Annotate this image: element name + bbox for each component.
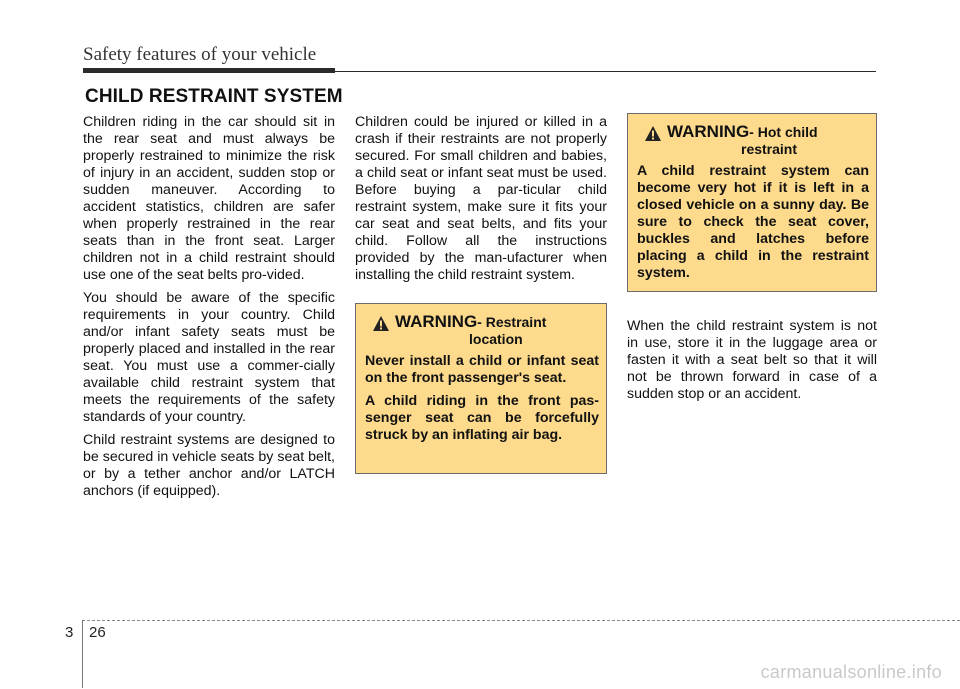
header-title: Safety features of your vehicle [83, 44, 317, 65]
paragraph: Children riding in the car should sit in the rear seat and must always be properly restrained to minimize the risk of injury in an accident, sudden stop or sudden maneuver. According to accident statistics, children are safer when properly restrained in the rear seats than in the front seat. Larger children not in a child restraint should use one of the seat belts pro-vided. [83, 114, 335, 283]
page-number-divider [82, 620, 83, 688]
warning-body [637, 163, 869, 282]
warning-subtitle: - Hot child [749, 124, 818, 140]
warning-box-restraint-location [355, 303, 607, 474]
warning-label: WARNING [667, 122, 750, 141]
warning-text: A child restraint system can become very hot if it is left in a closed vehicle on a sunny day. Be sure to check the seat cover, buckles and latches before placing a child in the restraint system. [637, 163, 869, 281]
warning-text: Never install a child or infant seat on the front passenger's seat. [365, 353, 599, 386]
watermark: carmanualsonline.info [760, 662, 942, 682]
column-1 [83, 114, 335, 506]
page-number: 26 [89, 624, 106, 641]
warning-header [637, 124, 869, 157]
paragraph: You should be aware of the specific requirements in your country. Child and/or infant safety seats must be properly placed and installed in the rear seat. You must use a commer-cially available child restraint system that meets the requirements of the safety standards of your country. [83, 290, 335, 425]
warning-box-hot-child-restraint [627, 113, 877, 292]
column-2 [355, 114, 607, 290]
header-bar [83, 68, 335, 73]
warning-body [365, 353, 599, 444]
paragraph: Children could be injured or killed in a crash if their restraints are not properly secured. For small children and babies, a child seat or infant seat must be used. Before buying a par-ticular child restraint system, make sure it fits your car seat and seat belts, and fits your child. Follow all the instructions provided by the man-ufacturer when installing the child restraint system. [355, 114, 607, 283]
paragraph: When the child restraint system is not in use, store it in the luggage area or fasten it with a seat belt so that it will not be thrown forward in case of a sudden stop or an accident. [627, 318, 877, 402]
warning-label: WARNING [395, 312, 478, 331]
warning-subtitle-line2: location [469, 331, 523, 347]
section-heading: CHILD RESTRAINT SYSTEM [85, 86, 343, 107]
chapter-number: 3 [65, 624, 74, 641]
column-3 [627, 318, 877, 409]
warning-triangle-icon [373, 316, 389, 331]
warning-subtitle-line2: restraint [741, 141, 798, 157]
warning-triangle-icon [645, 126, 661, 141]
paragraph: Child restraint systems are designed to be secured in vehicle seats by seat belt, or by a tether anchor and/or LATCH anchors (if equipped). [83, 432, 335, 499]
warning-subtitle: - Restraint [477, 314, 547, 330]
header-rule [335, 71, 876, 72]
footer-rule [82, 620, 960, 621]
warning-text: A child riding in the front pas-senger seat can be forcefully struck by an inflating air bag. [365, 393, 599, 443]
warning-header [365, 314, 599, 347]
